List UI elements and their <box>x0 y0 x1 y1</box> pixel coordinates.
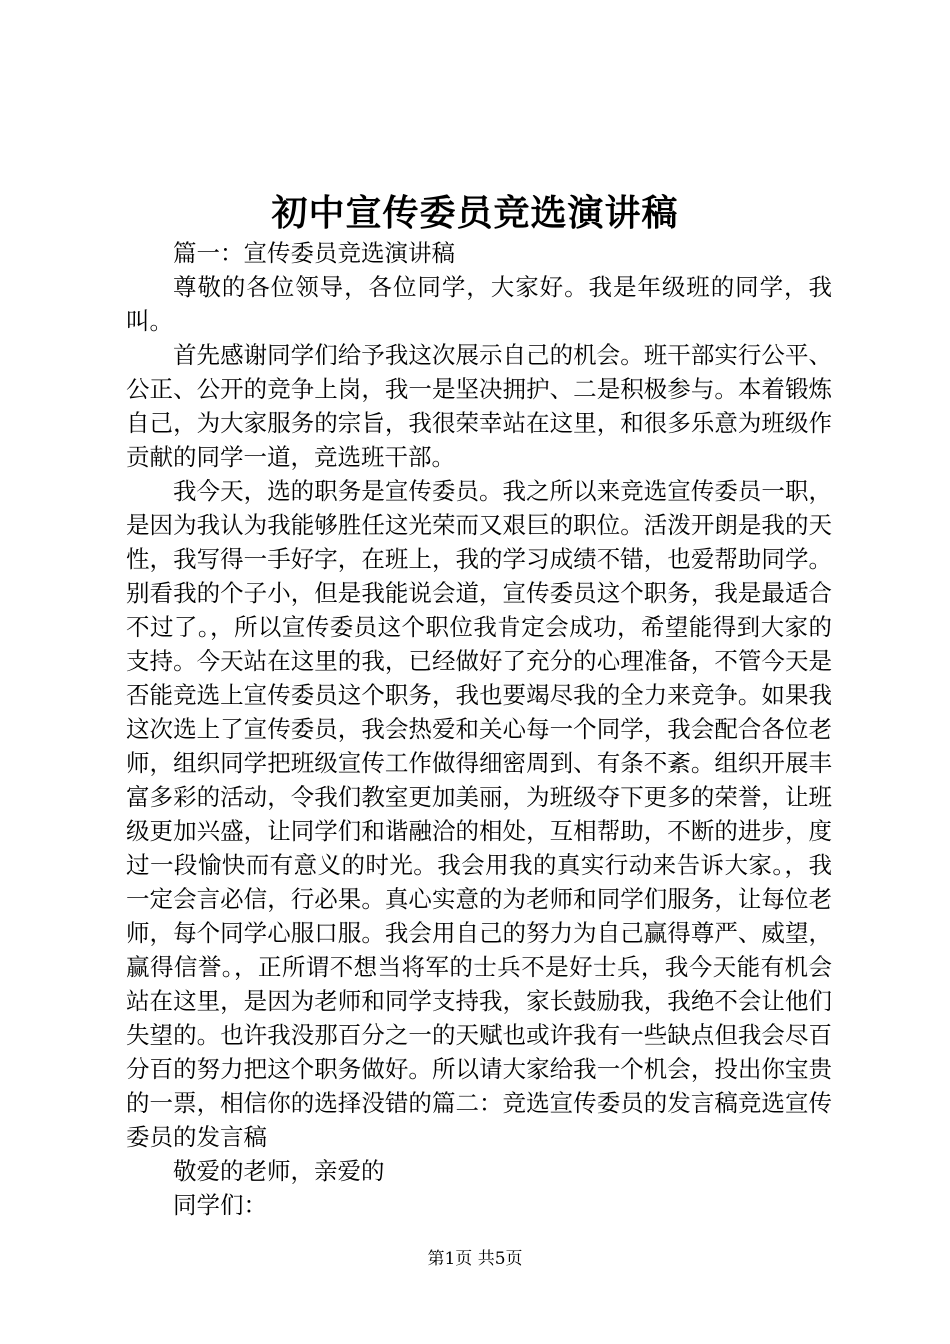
paragraph-salutation: 敬爱的老师，亲爱的 <box>173 1157 385 1185</box>
paragraph-section-heading: 篇一：宣传委员竞选演讲稿 <box>173 239 455 267</box>
document-title: 初中宣传委员竞选演讲稿 <box>271 192 679 234</box>
paragraph-thanks: 首先感谢同学们给予我这次展示自己的机会。班干部实行公平、公正、公开的竞争上岗，我一是坚决拥护、二是积极参与。本着锻炼自己，为大家服务的宗旨，我很荣幸站在这里，和很多乐意为班级作贡献的同学一道，竞选班干部。 <box>126 341 832 471</box>
paragraph-main: 我今天，选的职务是宣传委员。我之所以来竞选宣传委员一职，是因为我认为我能够胜任这光荣而又艰巨的职位。活泼开朗是我的天性，我写得一手好字，在班上，我的学习成绩不错，也爱帮助同学。别看我的个子小，但是我能说会道，宣传委员这个职务，我是最适合不过了。，所以宣传委员这个职位我肯定会成功，希望能得到大家的支持。今天站在这里的我，已经做好了充分的心理准备，不管今天是否能竞选上宣传委员这个职务，我也要竭尽我的全力来竞争。如果我这次选上了宣传委员，我会热爱和关心每一个同学，我会配合各位老师，组织同学把班级宣传工作做得细密周到、有条不紊。组织开展丰富多彩的活动，令我们教室更加美丽，为班级夺下更多的荣誉，让班级更加兴盛，让同学们和谐融洽的相处，互相帮助，不断的进步，度过一段愉快而有意义的时光。我会用我的真实行动来告诉大家。，我一定会言必信，行必果。真心实意的为老师和同学们服务，让每位老师，每个同学心服口服。我会用自己的努力为自己赢得尊严、威望，赢得信誉。，正所谓不想当将军的士兵不是好士兵，我今天能有机会站在这里，是因为老师和同学支持我，家长鼓励我，我绝不会让他们失望的。也许我没那百分之一的天赋也或许我有一些缺点但我会尽百分百的努力把这个职务做好。所以请大家给我一个机会，投出你宝贵的一票，相信你的选择没错的篇二：竞选宣传委员的发言稿竞选宣传委员的发言稿 <box>126 477 832 1151</box>
paragraph-greeting: 尊敬的各位领导，各位同学，大家好。我是年级班的同学，我叫。 <box>126 273 832 335</box>
paragraph-salutation-cont: 同学们： <box>173 1191 267 1219</box>
page-number-footer: 第1页 共5页 <box>427 1249 523 1269</box>
document-body <box>126 236 832 1222</box>
